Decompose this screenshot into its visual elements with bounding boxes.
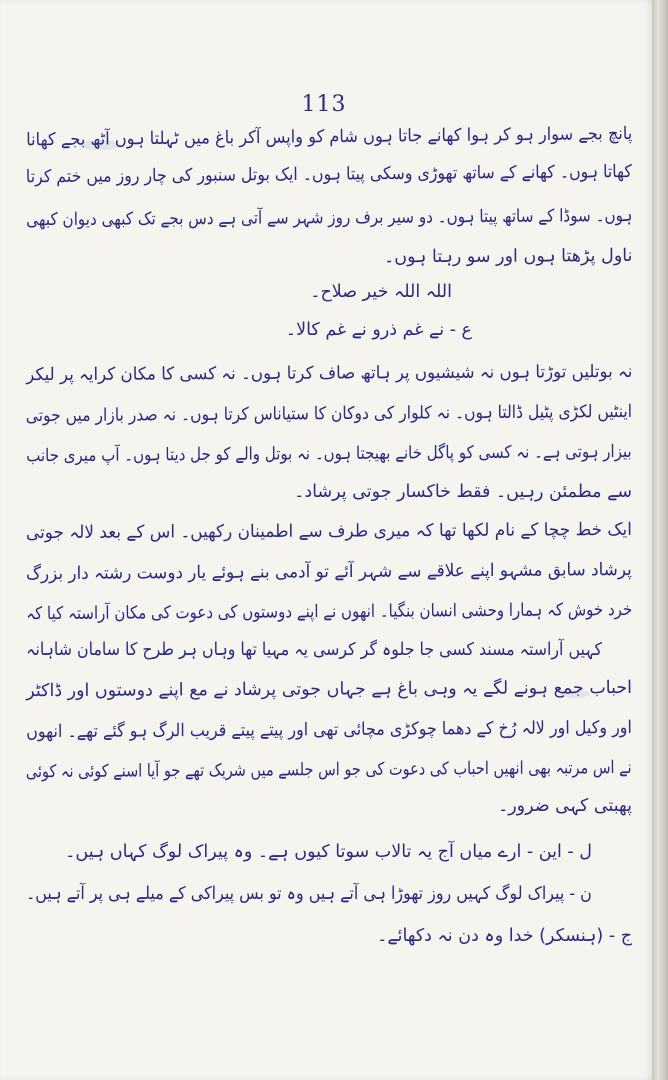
text-line: ناول پڑھتا ہوں اور سو رہتا ہوں۔ [383, 246, 633, 268]
text-line: سے مطمئن رہیں۔ فقط خاکسار جوتی پرشاد۔ [294, 482, 632, 502]
text-line: خرد خوش کہ ہمارا وحشی انسان بنگیا۔ انھوں نے اپنے دوستوں کی دعوت کی مکان آراستہ کیا کہ [26, 600, 633, 625]
text-line: اینٹیں لکڑی پٹیل ڈالتا ہوں۔ نہ کلوار کی دوکان کا ستیاناس کرتا ہوں۔ نہ صدر بازار میں جوتی [25, 402, 633, 427]
text-line: کہیں آراستہ مسند کسی جا جلوہ گر کرسی یہ مہیا تھا وہاں ہر طرح کا سامان شاہانہ [26, 640, 602, 660]
text-line: پھبتی کہی ضرور۔ [497, 796, 632, 816]
text-line: نہ بوتلیں توڑتا ہوں نہ شیشیوں پر ہاتھ صاف کرتا ہوں۔ نہ کسی کا مکان کرایہ پر لیکر [25, 362, 633, 386]
text-line: اللہ اللہ خیر صلاح۔ [310, 282, 452, 302]
text-line: اور وکیل اور لالہ رُخ کے دھما چوکڑی مچائی تھی اور پیتے پیتے قریب الرگ ہو گئے تھے۔ انھوں [26, 718, 633, 743]
text-line: احباب جمع ہونے لگے یہ وہی باغ ہے جہاں جوتی پرشاد نے مع اپنے دوستوں اور ڈاکٹر [26, 678, 633, 702]
text-line: پرشاد سابق مشہو اپنے علاقے سے شہر آئے تو آدمی بنے ہوئے یار دوست رشتہ دار بزرگ [26, 560, 633, 585]
text-line: پانچ بجے سوار ہو کر ہوا کھانے جاتا ہوں شام کو واپس آکر باغ میں ٹہلتا ہوں آٹھ بجے کھانا [25, 124, 633, 151]
book-binding-edge [652, 0, 668, 1080]
page-number: 113 [301, 92, 347, 117]
text-line: ہوں۔ سوڈا کے ساتھ پیتا ہوں۔ دو سیر برف روز شہر سے آتی ہے دس بجے تک کبھی دیوان کبھی [25, 206, 633, 231]
text-line: نے اس مرتبہ بھی انھیں احباب کی دعوت کی جو اس جلسے میں شریک تھے جو آیا اسنے کوئی نہ کوئی [26, 758, 633, 783]
text-line: ن - پیراک لوگ کہیں روز تھوڑا ہی آتے ہیں وہ تو بس پیراکی کے میلے ہی پر آتے ہیں۔ [26, 884, 592, 904]
text-line: بیزار ہوتی ہے۔ نہ کسی کو پاگل خانے بھیجتا ہوں۔ نہ بوتل والے کو جل دیتا ہوں۔ آپ میری جانب [26, 442, 633, 467]
text-line: ع - نے غم ذرو نے غم کالا۔ [285, 320, 472, 340]
text-line: ل - این - ارے میاں آج یہ تالاب سوتا کیوں ہے۔ وہ پیراک لوگ کہاں ہیں۔ [65, 842, 592, 862]
text-line: کھاتا ہوں۔ کھانے کے ساتھ تھوڑی وسکی پیتا ہوں۔ ایک بوتل سنبور کی چار روز میں ختم کرتا [25, 162, 633, 188]
text-line: ایک خط چچا کے نام لکھا تھا کہ میری طرف سے اطمینان رکھیں۔ اس کے بعد لالہ جوتی [26, 520, 633, 544]
text-line: ج - (ہنسکر) خدا وہ دن نہ دکھائے۔ [377, 926, 632, 946]
